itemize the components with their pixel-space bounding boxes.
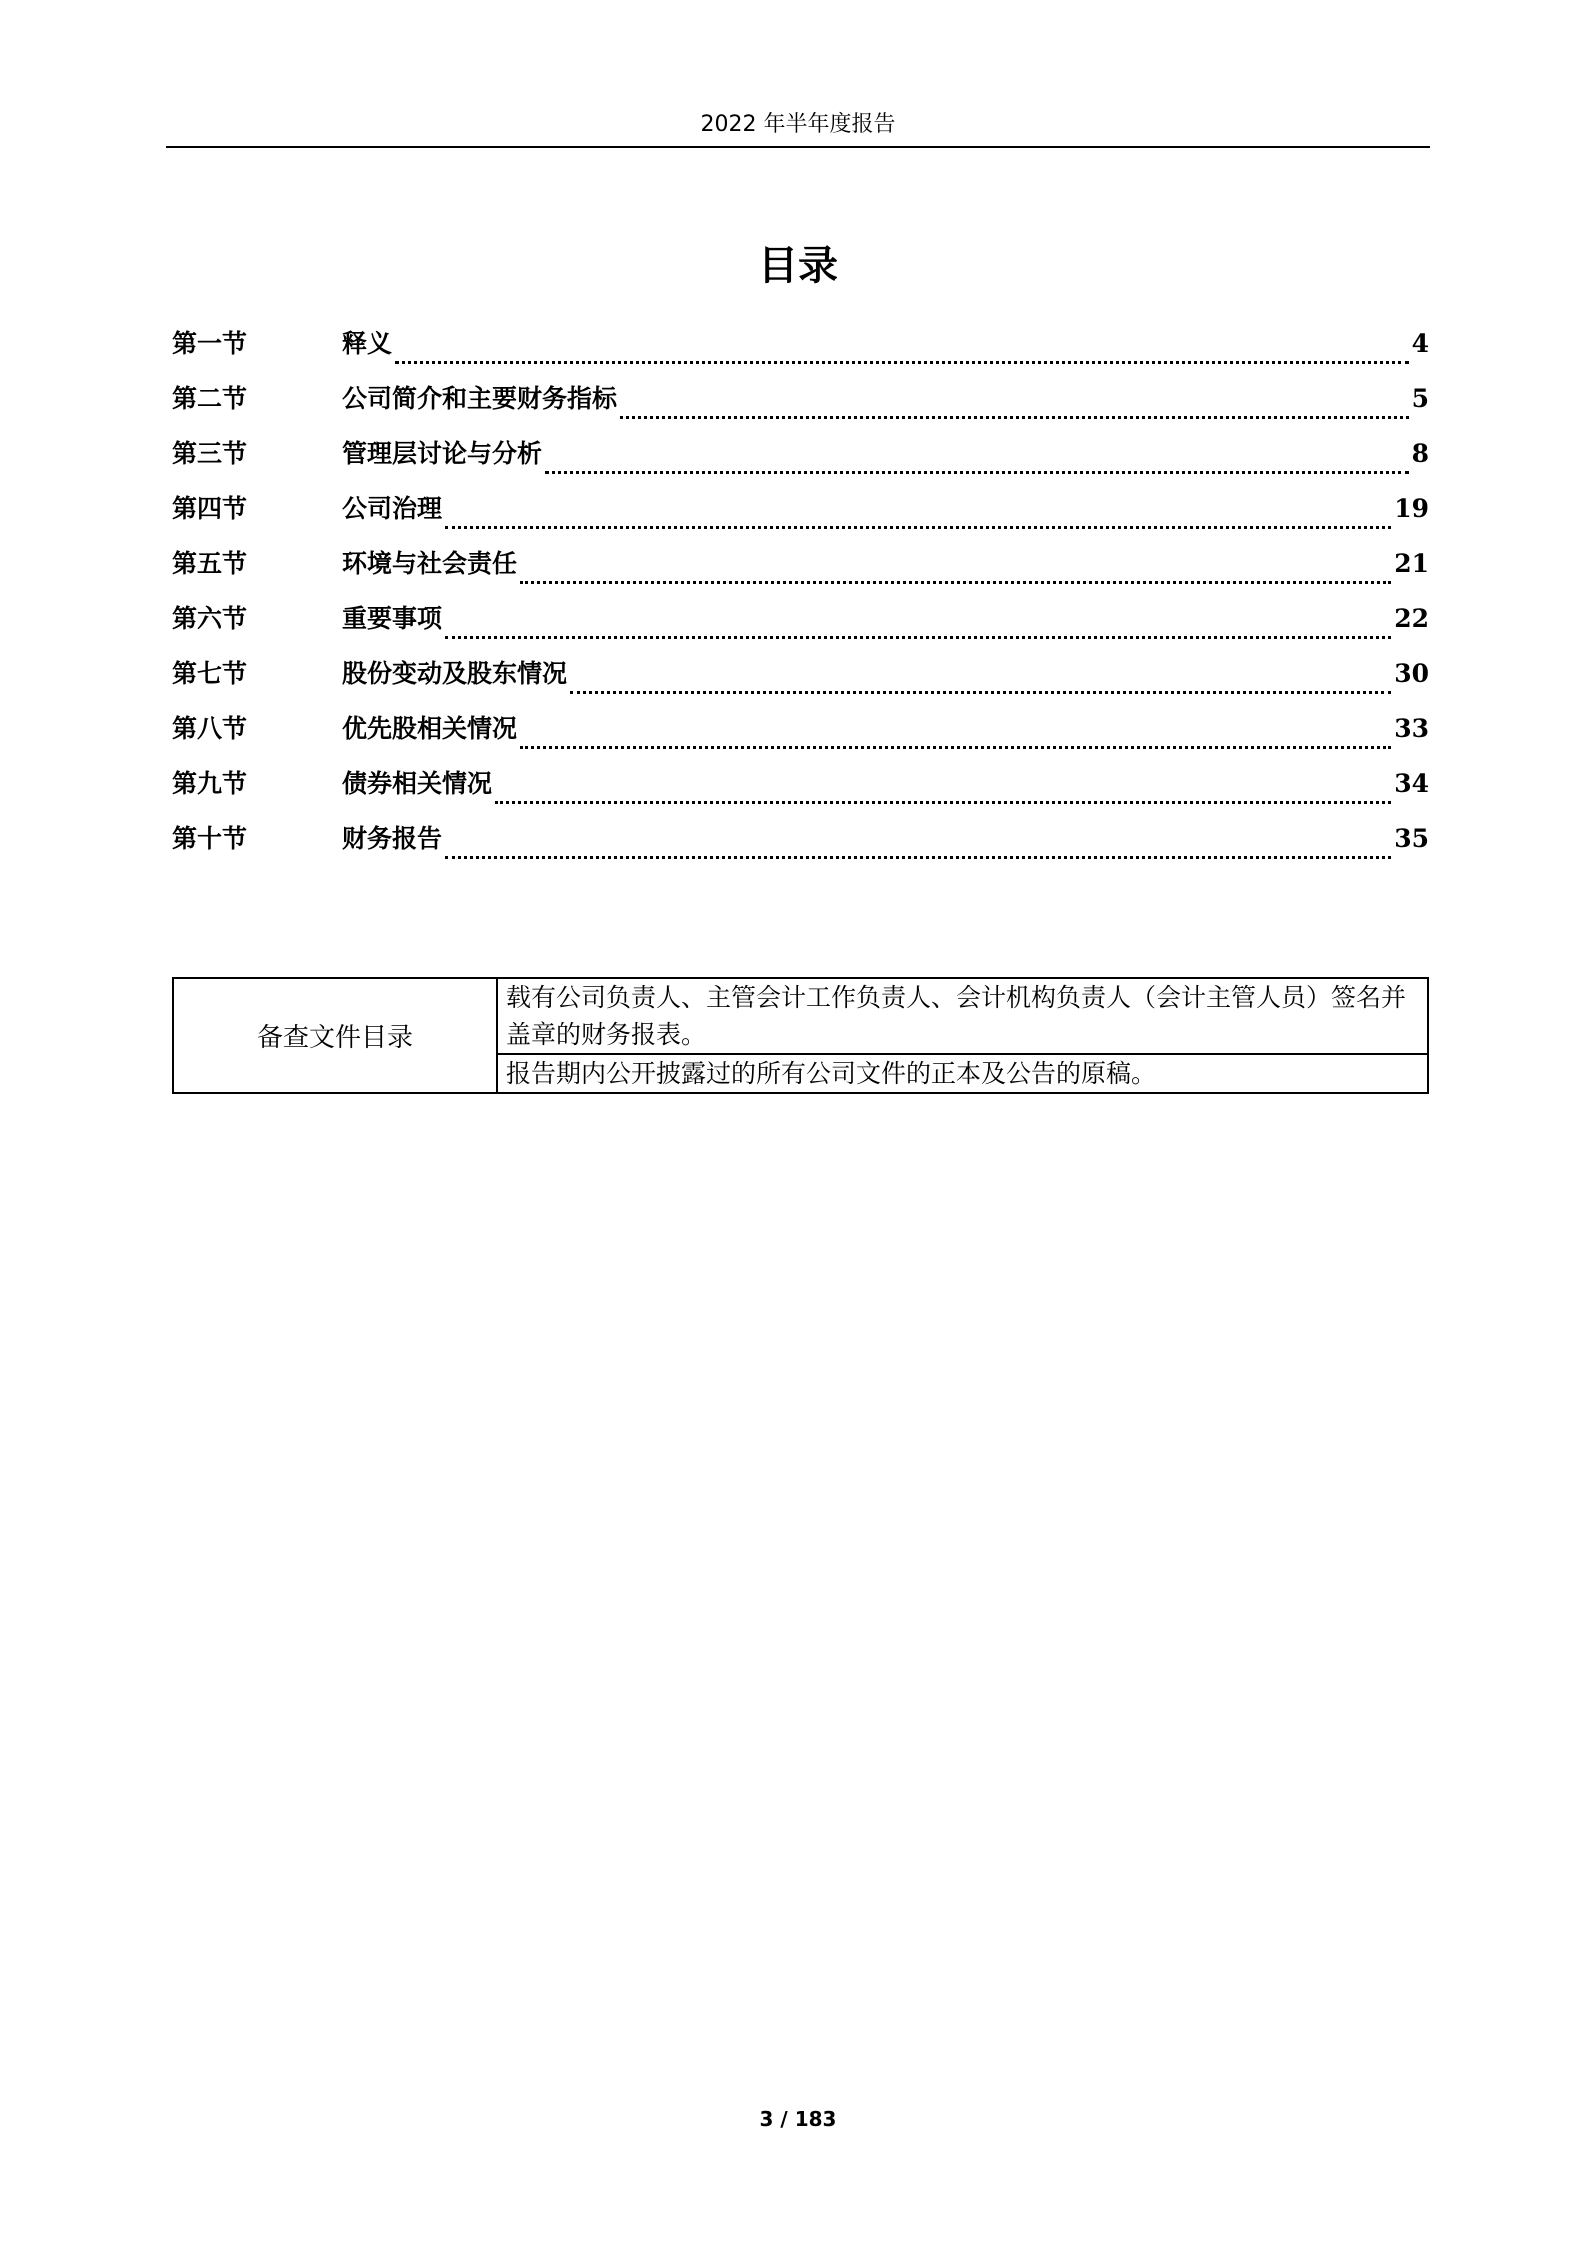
toc-dot-leader — [520, 580, 1391, 584]
toc-page-number: 30 — [1394, 659, 1429, 688]
toc-section-number: 第三节 — [172, 439, 248, 468]
page-number: 3 / 183 — [759, 2107, 837, 2131]
toc-entry[interactable] — [172, 487, 1429, 542]
toc-entry[interactable] — [172, 707, 1429, 762]
toc-entry[interactable] — [172, 762, 1429, 817]
toc-entry[interactable] — [172, 377, 1429, 432]
reference-documents-table — [172, 977, 1429, 1094]
toc-section-number: 第七节 — [172, 659, 248, 688]
toc-section-number: 第九节 — [172, 769, 248, 798]
toc-page-number: 22 — [1394, 604, 1429, 633]
toc-entry[interactable] — [172, 597, 1429, 652]
toc-dot-leader — [445, 635, 1391, 639]
toc-page-number: 19 — [1394, 494, 1429, 523]
toc-dot-leader — [495, 800, 1391, 804]
table-row — [173, 978, 1428, 1054]
toc-page-number: 5 — [1411, 384, 1429, 413]
toc-section-number: 第十节 — [172, 824, 248, 853]
toc-section-title: 公司治理 — [342, 494, 443, 523]
toc-section-title: 公司简介和主要财务指标 — [342, 384, 618, 413]
toc-dot-leader — [570, 690, 1391, 694]
toc-dot-leader — [545, 470, 1409, 474]
toc-section-title: 债券相关情况 — [342, 769, 493, 798]
reference-documents-label: 备查文件目录 — [173, 978, 497, 1093]
toc-page-number: 8 — [1411, 439, 1429, 468]
toc-entry[interactable] — [172, 817, 1429, 872]
toc-section-title: 管理层讨论与分析 — [342, 439, 543, 468]
toc-section-title: 财务报告 — [342, 824, 443, 853]
page-header: 2022 年半年度报告 — [700, 112, 896, 137]
toc-page-number: 35 — [1394, 824, 1429, 853]
toc-entry[interactable] — [172, 322, 1429, 377]
toc-section-title: 股份变动及股东情况 — [342, 659, 568, 688]
toc-entry[interactable] — [172, 652, 1429, 707]
reference-document-item: 载有公司负责人、主管会计工作负责人、会计机构负责人（会计主管人员）签名并盖章的财务报表。 — [497, 978, 1428, 1054]
toc-section-title: 环境与社会责任 — [342, 549, 518, 578]
toc-section-title: 重要事项 — [342, 604, 443, 633]
toc-section-number: 第四节 — [172, 494, 248, 523]
toc-section-number: 第五节 — [172, 549, 248, 578]
toc-page-number: 33 — [1394, 714, 1429, 743]
toc-page-number: 34 — [1394, 769, 1429, 798]
toc-page-number: 21 — [1394, 549, 1429, 578]
table-of-contents — [172, 322, 1429, 872]
toc-dot-leader — [445, 855, 1391, 859]
toc-section-title: 释义 — [342, 329, 393, 358]
toc-dot-leader — [520, 745, 1391, 749]
toc-title: 目录 — [758, 243, 838, 289]
header-divider — [166, 146, 1430, 148]
toc-entry[interactable] — [172, 542, 1429, 597]
toc-dot-leader — [620, 415, 1409, 419]
toc-section-number: 第二节 — [172, 384, 248, 413]
toc-section-number: 第八节 — [172, 714, 248, 743]
toc-dot-leader — [395, 360, 1409, 364]
reference-document-item: 报告期内公开披露过的所有公司文件的正本及公告的原稿。 — [497, 1054, 1428, 1093]
toc-section-number: 第六节 — [172, 604, 248, 633]
toc-entry[interactable] — [172, 432, 1429, 487]
toc-section-number: 第一节 — [172, 329, 248, 358]
toc-page-number: 4 — [1411, 329, 1429, 358]
toc-section-title: 优先股相关情况 — [342, 714, 518, 743]
toc-dot-leader — [445, 525, 1391, 529]
